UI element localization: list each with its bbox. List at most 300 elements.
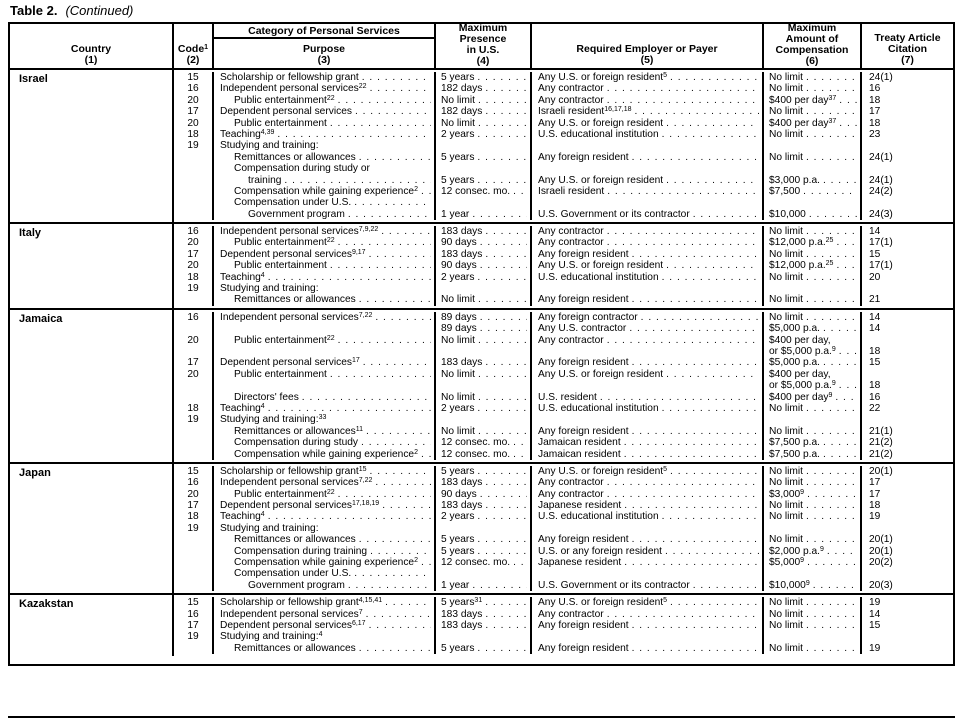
cell-employer-payer: Any contractor . . . <box>532 489 764 500</box>
cell-employer-payer: Any contractor . . . <box>532 477 764 488</box>
dot-leader <box>632 357 759 368</box>
table-row <box>174 489 953 500</box>
cell-purpose: Directors' fees . . . <box>214 392 436 403</box>
dot-leader <box>806 152 857 163</box>
dot-leader <box>607 226 759 237</box>
table-row <box>174 163 953 174</box>
cell-purpose <box>214 323 436 334</box>
cell-employer-payer: Any foreign resident . . . <box>532 620 764 631</box>
cell-employer-payer <box>532 283 764 294</box>
cell-treaty-article: 18 <box>869 380 881 392</box>
cell-employer-payer <box>532 346 764 357</box>
dot-leader <box>354 197 431 208</box>
dot-leader <box>806 312 857 323</box>
table-row <box>174 186 953 197</box>
dot-leader <box>607 477 759 488</box>
cell-treaty-article: 18 <box>869 345 881 357</box>
cell-max-compensation <box>764 283 862 294</box>
cell-code: 18 <box>174 129 214 140</box>
cell-max-compensation: No limit . . . <box>764 511 862 522</box>
cell-employer-payer <box>532 380 764 391</box>
cell-code <box>174 546 214 557</box>
dot-leader <box>385 597 431 608</box>
cell-max-compensation: No limit . . . <box>764 106 862 117</box>
cell-treaty-article: 24(1) <box>869 72 893 83</box>
cell-purpose: Scholarship or fellowship grant . . . <box>214 72 436 83</box>
dot-leader <box>363 357 431 368</box>
cell-purpose: Public entertainment . . . <box>214 260 436 271</box>
dot-leader <box>338 95 431 106</box>
dot-leader <box>806 643 857 654</box>
cell-max-compensation: $400 per day 37 . . . <box>764 95 862 106</box>
dot-leader <box>823 449 857 460</box>
dot-leader <box>485 500 527 511</box>
cell-code: 19 <box>174 140 214 151</box>
dot-leader <box>268 403 431 414</box>
dot-leader <box>359 643 431 654</box>
cell-purpose: Government program . . . <box>214 580 436 591</box>
cell-code <box>174 163 214 174</box>
cell-code: 20 <box>174 489 214 500</box>
dot-leader <box>485 249 527 260</box>
cell-code: 19 <box>174 414 214 425</box>
cell-code: 19 <box>174 523 214 534</box>
cell-treaty-article: 21(2) <box>869 437 893 449</box>
table-row <box>174 557 953 568</box>
cell-purpose: Compensation while gaining experience 2 . . . <box>214 557 436 568</box>
dot-leader <box>477 466 527 477</box>
cell-code <box>174 449 214 460</box>
dot-leader <box>477 403 527 414</box>
cell-treaty-article: 17 <box>869 488 881 500</box>
dot-leader <box>624 449 759 460</box>
cell-purpose <box>214 346 436 357</box>
cell-code: 18 <box>174 403 214 414</box>
cell-code: 17 <box>174 106 214 117</box>
cell-treaty-article: 16 <box>869 83 881 95</box>
cell-purpose: Public entertainment . . . <box>214 118 436 129</box>
dot-leader <box>635 106 760 117</box>
cell-treaty-article: 15 <box>869 248 881 260</box>
cell-purpose: Scholarship or fellowship grant 15 . . . <box>214 466 436 477</box>
cell-purpose: Compensation during study or <box>214 163 436 174</box>
cell-code <box>174 209 214 220</box>
dot-leader <box>806 466 857 477</box>
cell-employer-payer <box>532 197 764 208</box>
cell-treaty-article <box>862 163 953 174</box>
cell-treaty-article: 18 <box>869 94 881 106</box>
cell-purpose: Compensation while gaining experience 2 . . . <box>214 449 436 460</box>
cell-max-presence: No limit . . . <box>436 95 532 106</box>
table-row <box>174 209 953 220</box>
dot-leader <box>806 477 857 488</box>
cell-code: 20 <box>174 118 214 129</box>
dot-leader <box>806 511 857 522</box>
table-row <box>174 312 953 323</box>
table-row <box>174 95 953 106</box>
dot-leader <box>485 609 527 620</box>
dot-leader <box>477 643 527 654</box>
cell-max-presence <box>436 346 532 357</box>
code-footnote-sup: 1 <box>204 44 209 51</box>
cell-code: 20 <box>174 369 214 380</box>
table-row <box>174 580 953 591</box>
cell-purpose: Government program . . . <box>214 209 436 220</box>
cell-purpose: Studying and training: 33 <box>214 414 436 425</box>
dot-leader <box>806 534 857 545</box>
dot-leader <box>670 466 759 477</box>
table-body <box>10 70 953 664</box>
cell-employer-payer: Any U.S. or foreign resident 5 . . . <box>532 466 764 477</box>
cell-employer-payer: Any foreign resident . . . <box>532 534 764 545</box>
dot-leader <box>693 209 759 220</box>
dot-leader <box>513 437 527 448</box>
table-row <box>174 546 953 557</box>
table-row <box>174 283 953 294</box>
dot-leader <box>662 129 759 140</box>
cell-max-presence: 182 days . . . <box>436 106 532 117</box>
dot-leader <box>359 294 431 305</box>
dot-leader <box>330 369 431 380</box>
cell-purpose: Studying and training: <box>214 523 436 534</box>
cell-code <box>174 392 214 403</box>
cell-purpose: Dependent personal services 9,17 . . . <box>214 249 436 260</box>
cell-purpose: Teaching 4 . . . <box>214 403 436 414</box>
dot-leader <box>806 249 857 260</box>
country-rows <box>174 464 953 593</box>
cell-treaty-article <box>862 283 953 294</box>
cell-max-presence: 2 years . . . <box>436 511 532 522</box>
dot-leader <box>607 335 759 346</box>
cell-max-compensation: No limit . . . <box>764 500 862 511</box>
cell-employer-payer: U.S. educational institution . . . <box>532 403 764 414</box>
cell-max-compensation: No limit . . . <box>764 403 862 414</box>
cell-treaty-article: 17(1) <box>869 237 893 249</box>
page-bottom-rule <box>8 716 955 718</box>
dot-leader <box>823 323 857 334</box>
dot-leader <box>338 489 431 500</box>
cell-purpose: Remittances or allowances 11 . . . <box>214 426 436 437</box>
dot-leader <box>666 118 759 129</box>
cell-purpose: Teaching 4 . . . <box>214 511 436 522</box>
dot-leader <box>370 466 431 477</box>
header-country: Country (1) <box>10 24 174 68</box>
cell-employer-payer <box>532 631 764 642</box>
cell-code: 16 <box>174 226 214 237</box>
table-row <box>174 534 953 545</box>
cell-treaty-article: 18 <box>869 117 881 129</box>
cell-max-compensation: No limit . . . <box>764 312 862 323</box>
cell-max-compensation <box>764 523 862 534</box>
dot-leader <box>632 249 759 260</box>
cell-purpose: Independent personal services 7,22 . . . <box>214 477 436 488</box>
table-row <box>174 414 953 425</box>
cell-employer-payer: Any U.S. or foreign resident . . . <box>532 118 764 129</box>
cell-max-compensation: $400 per day 9 . . . <box>764 392 862 403</box>
cell-max-presence: 183 days . . . <box>436 620 532 631</box>
cell-treaty-article: 24(1) <box>869 174 893 186</box>
treaty-table <box>8 22 955 666</box>
cell-purpose: Dependent personal services 17,18,19 . . . <box>214 500 436 511</box>
dot-leader <box>472 580 527 591</box>
cell-max-presence: 183 days . . . <box>436 477 532 488</box>
dot-leader <box>632 426 759 437</box>
cell-purpose: Independent personal services 7,22 . . . <box>214 312 436 323</box>
cell-employer-payer: Japanese resident . . . <box>532 557 764 568</box>
cell-code: 18 <box>174 272 214 283</box>
cell-max-presence: No limit . . . <box>436 335 532 346</box>
cell-max-presence <box>436 414 532 425</box>
table-row <box>174 500 953 511</box>
cell-max-compensation: No limit . . . <box>764 249 862 260</box>
cell-employer-payer: Any U.S. or foreign resident . . . <box>532 369 764 380</box>
cell-employer-payer: Any foreign resident . . . <box>532 357 764 368</box>
dot-leader <box>806 609 857 620</box>
table-row <box>174 272 953 283</box>
country-name: Kazakstan <box>10 595 174 656</box>
dot-leader <box>624 437 759 448</box>
table-row <box>174 152 953 163</box>
cell-max-presence <box>436 523 532 534</box>
dot-leader <box>480 489 527 500</box>
cell-treaty-article: 20(1) <box>869 545 893 557</box>
cell-treaty-article: 21(1) <box>869 425 893 437</box>
cell-treaty-article: 14 <box>869 608 881 620</box>
cell-max-compensation: No limit . . . <box>764 609 862 620</box>
cell-max-compensation <box>764 140 862 151</box>
cell-treaty-article <box>862 369 953 380</box>
cell-purpose: Remittances or allowances . . . <box>214 643 436 654</box>
dot-leader <box>485 620 527 631</box>
cell-max-presence: No limit . . . <box>436 294 532 305</box>
cell-code <box>174 557 214 568</box>
cell-code: 15 <box>174 466 214 477</box>
dot-leader <box>268 272 431 283</box>
table-row <box>174 380 953 391</box>
cell-max-presence: 1 year . . . <box>436 580 532 591</box>
cell-purpose: Dependent personal services . . . <box>214 106 436 117</box>
cell-max-presence: 5 years 31 . . . <box>436 597 532 608</box>
header-purpose: Category of Personal Services Purpose (3) <box>214 24 436 68</box>
cell-employer-payer: Any contractor . . . <box>532 335 764 346</box>
cell-purpose: Remittances or allowances . . . <box>214 534 436 545</box>
dot-leader <box>354 568 431 579</box>
table-row <box>174 335 953 346</box>
cell-max-compensation: $10,000 9 . . . <box>764 580 862 591</box>
cell-purpose: Public entertainment 22 . . . <box>214 335 436 346</box>
dot-leader <box>485 357 527 368</box>
cell-code: 15 <box>174 72 214 83</box>
cell-employer-payer: Any U.S. or foreign resident . . . <box>532 175 764 186</box>
table-row <box>174 523 953 534</box>
cell-treaty-article: 20(1) <box>869 465 893 477</box>
table-row <box>174 118 953 129</box>
cell-code <box>174 346 214 357</box>
cell-code <box>174 186 214 197</box>
dot-leader <box>478 95 527 106</box>
cell-max-presence: 183 days . . . <box>436 249 532 260</box>
header-presence: Maximum Presence in U.S. (4) <box>436 24 532 68</box>
cell-code: 17 <box>174 500 214 511</box>
cell-employer-payer: Israeli resident 16,17,18 . . . <box>532 106 764 117</box>
dot-leader <box>665 546 759 557</box>
table-row <box>174 357 953 368</box>
cell-code: 16 <box>174 477 214 488</box>
cell-employer-payer: Any foreign resident . . . <box>532 426 764 437</box>
cell-code <box>174 426 214 437</box>
dot-leader <box>477 152 527 163</box>
cell-treaty-article: 19 <box>869 642 881 654</box>
cell-max-presence: 5 years . . . <box>436 175 532 186</box>
dot-leader <box>485 226 527 237</box>
cell-code: 20 <box>174 95 214 106</box>
dot-leader <box>370 83 431 94</box>
cell-purpose: Public entertainment 22 . . . <box>214 489 436 500</box>
dot-leader <box>839 380 857 391</box>
dot-leader <box>662 272 759 283</box>
cell-treaty-article <box>862 197 953 208</box>
cell-max-presence: 183 days . . . <box>436 357 532 368</box>
dot-leader <box>666 369 759 380</box>
cell-treaty-article <box>862 631 953 642</box>
cell-employer-payer: U.S. Government or its contractor . . . <box>532 580 764 591</box>
table-row <box>174 237 953 248</box>
cell-max-presence: 5 years . . . <box>436 152 532 163</box>
table-row <box>174 197 953 208</box>
dot-leader <box>375 312 431 323</box>
cell-employer-payer: Any U.S. or foreign resident 5 . . . <box>532 72 764 83</box>
dot-leader <box>666 175 759 186</box>
dot-leader <box>302 392 431 403</box>
dot-leader <box>485 106 527 117</box>
cell-max-compensation: $5,000 9 . . . <box>764 557 862 568</box>
dot-leader <box>330 260 431 271</box>
cell-max-presence: 12 consec. mo. . . . <box>436 186 532 197</box>
cell-max-presence: 2 years . . . <box>436 272 532 283</box>
cell-max-presence: 183 days . . . <box>436 609 532 620</box>
cell-treaty-article: 23 <box>869 128 881 140</box>
dot-leader <box>813 580 857 591</box>
dot-leader <box>827 546 857 557</box>
dot-leader <box>806 403 857 414</box>
table-row <box>174 477 953 488</box>
table-row <box>174 620 953 631</box>
cell-code <box>174 197 214 208</box>
cell-purpose: Public entertainment 22 . . . <box>214 237 436 248</box>
table-row <box>174 175 953 186</box>
header-code: Code$^1$ (2) <box>174 24 214 68</box>
dot-leader <box>478 118 527 129</box>
cell-purpose: Dependent personal services 6,17 . . . <box>214 620 436 631</box>
dot-leader <box>478 392 527 403</box>
cell-treaty-article: 14 <box>869 323 881 335</box>
cell-purpose: Remittances or allowances . . . <box>214 152 436 163</box>
table-row <box>174 226 953 237</box>
dot-leader <box>662 511 759 522</box>
cell-purpose: training . . . <box>214 175 436 186</box>
cell-code <box>174 323 214 334</box>
cell-max-presence: No limit . . . <box>436 426 532 437</box>
country-rows <box>174 224 953 308</box>
dot-leader <box>624 500 759 511</box>
cell-max-presence: 90 days . . . <box>436 237 532 248</box>
dot-leader <box>806 500 857 511</box>
cell-max-compensation: $12,000 p.a. 25 . . . <box>764 237 862 248</box>
cell-employer-payer: U.S. educational institution . . . <box>532 511 764 522</box>
cell-employer-payer <box>532 163 764 174</box>
cell-max-compensation: No limit . . . <box>764 643 862 654</box>
cell-employer-payer <box>532 140 764 151</box>
cell-treaty-article: 14 <box>869 311 881 323</box>
dot-leader <box>477 546 527 557</box>
cell-max-compensation: No limit . . . <box>764 226 862 237</box>
cell-code: 17 <box>174 249 214 260</box>
country-section <box>10 310 953 464</box>
dot-leader <box>381 226 431 237</box>
cell-max-presence: No limit . . . <box>436 392 532 403</box>
table-row <box>174 72 953 83</box>
cell-max-presence: 2 years . . . <box>436 403 532 414</box>
cell-code: 20 <box>174 335 214 346</box>
cell-treaty-article: 22 <box>869 402 881 414</box>
dot-leader <box>823 357 857 368</box>
cell-max-compensation: $10,000 . . . <box>764 209 862 220</box>
dot-leader <box>632 643 759 654</box>
cell-treaty-article: 17(1) <box>869 260 893 272</box>
cell-max-presence <box>436 140 532 151</box>
country-section <box>10 464 953 595</box>
cell-code <box>174 568 214 579</box>
dot-leader <box>632 294 759 305</box>
cell-treaty-article <box>862 523 953 534</box>
cell-max-presence: 12 consec. mo. . . . <box>436 557 532 568</box>
cell-treaty-article: 20 <box>869 271 881 283</box>
dot-leader <box>607 95 759 106</box>
cell-purpose: Studying and training: <box>214 283 436 294</box>
dot-leader <box>809 209 857 220</box>
cell-treaty-article: 19 <box>869 597 881 609</box>
dot-leader <box>607 186 759 197</box>
cell-purpose: Public entertainment 22 . . . <box>214 95 436 106</box>
table-row <box>174 294 953 305</box>
table-row <box>174 437 953 448</box>
cell-max-compensation: No limit . . . <box>764 152 862 163</box>
dot-leader <box>624 557 759 568</box>
cell-max-presence: 12 consec. mo. . . . <box>436 449 532 460</box>
cell-purpose <box>214 380 436 391</box>
cell-employer-payer: Jamaican resident . . . <box>532 437 764 448</box>
cell-code <box>174 437 214 448</box>
cell-employer-payer <box>532 568 764 579</box>
table-row <box>174 426 953 437</box>
cell-max-compensation: $7,500 p.a. . . . <box>764 449 862 460</box>
cell-employer-payer: U.S. educational institution . . . <box>532 272 764 283</box>
dot-leader <box>839 118 857 129</box>
dot-leader <box>478 294 527 305</box>
cell-code: 20 <box>174 237 214 248</box>
dot-leader <box>375 477 431 488</box>
cell-purpose: Independent personal services 7,9,22 . . . <box>214 226 436 237</box>
country-name: Israel <box>10 70 174 222</box>
dot-leader <box>823 175 857 186</box>
country-name: Jamaica <box>10 310 174 462</box>
cell-purpose: Scholarship or fellowship grant 4,15,41 . . . <box>214 597 436 608</box>
cell-code: 17 <box>174 620 214 631</box>
cell-code: 17 <box>174 357 214 368</box>
cell-code <box>174 643 214 654</box>
dot-leader <box>836 237 857 248</box>
cell-max-compensation: $7,500 . . . <box>764 186 862 197</box>
